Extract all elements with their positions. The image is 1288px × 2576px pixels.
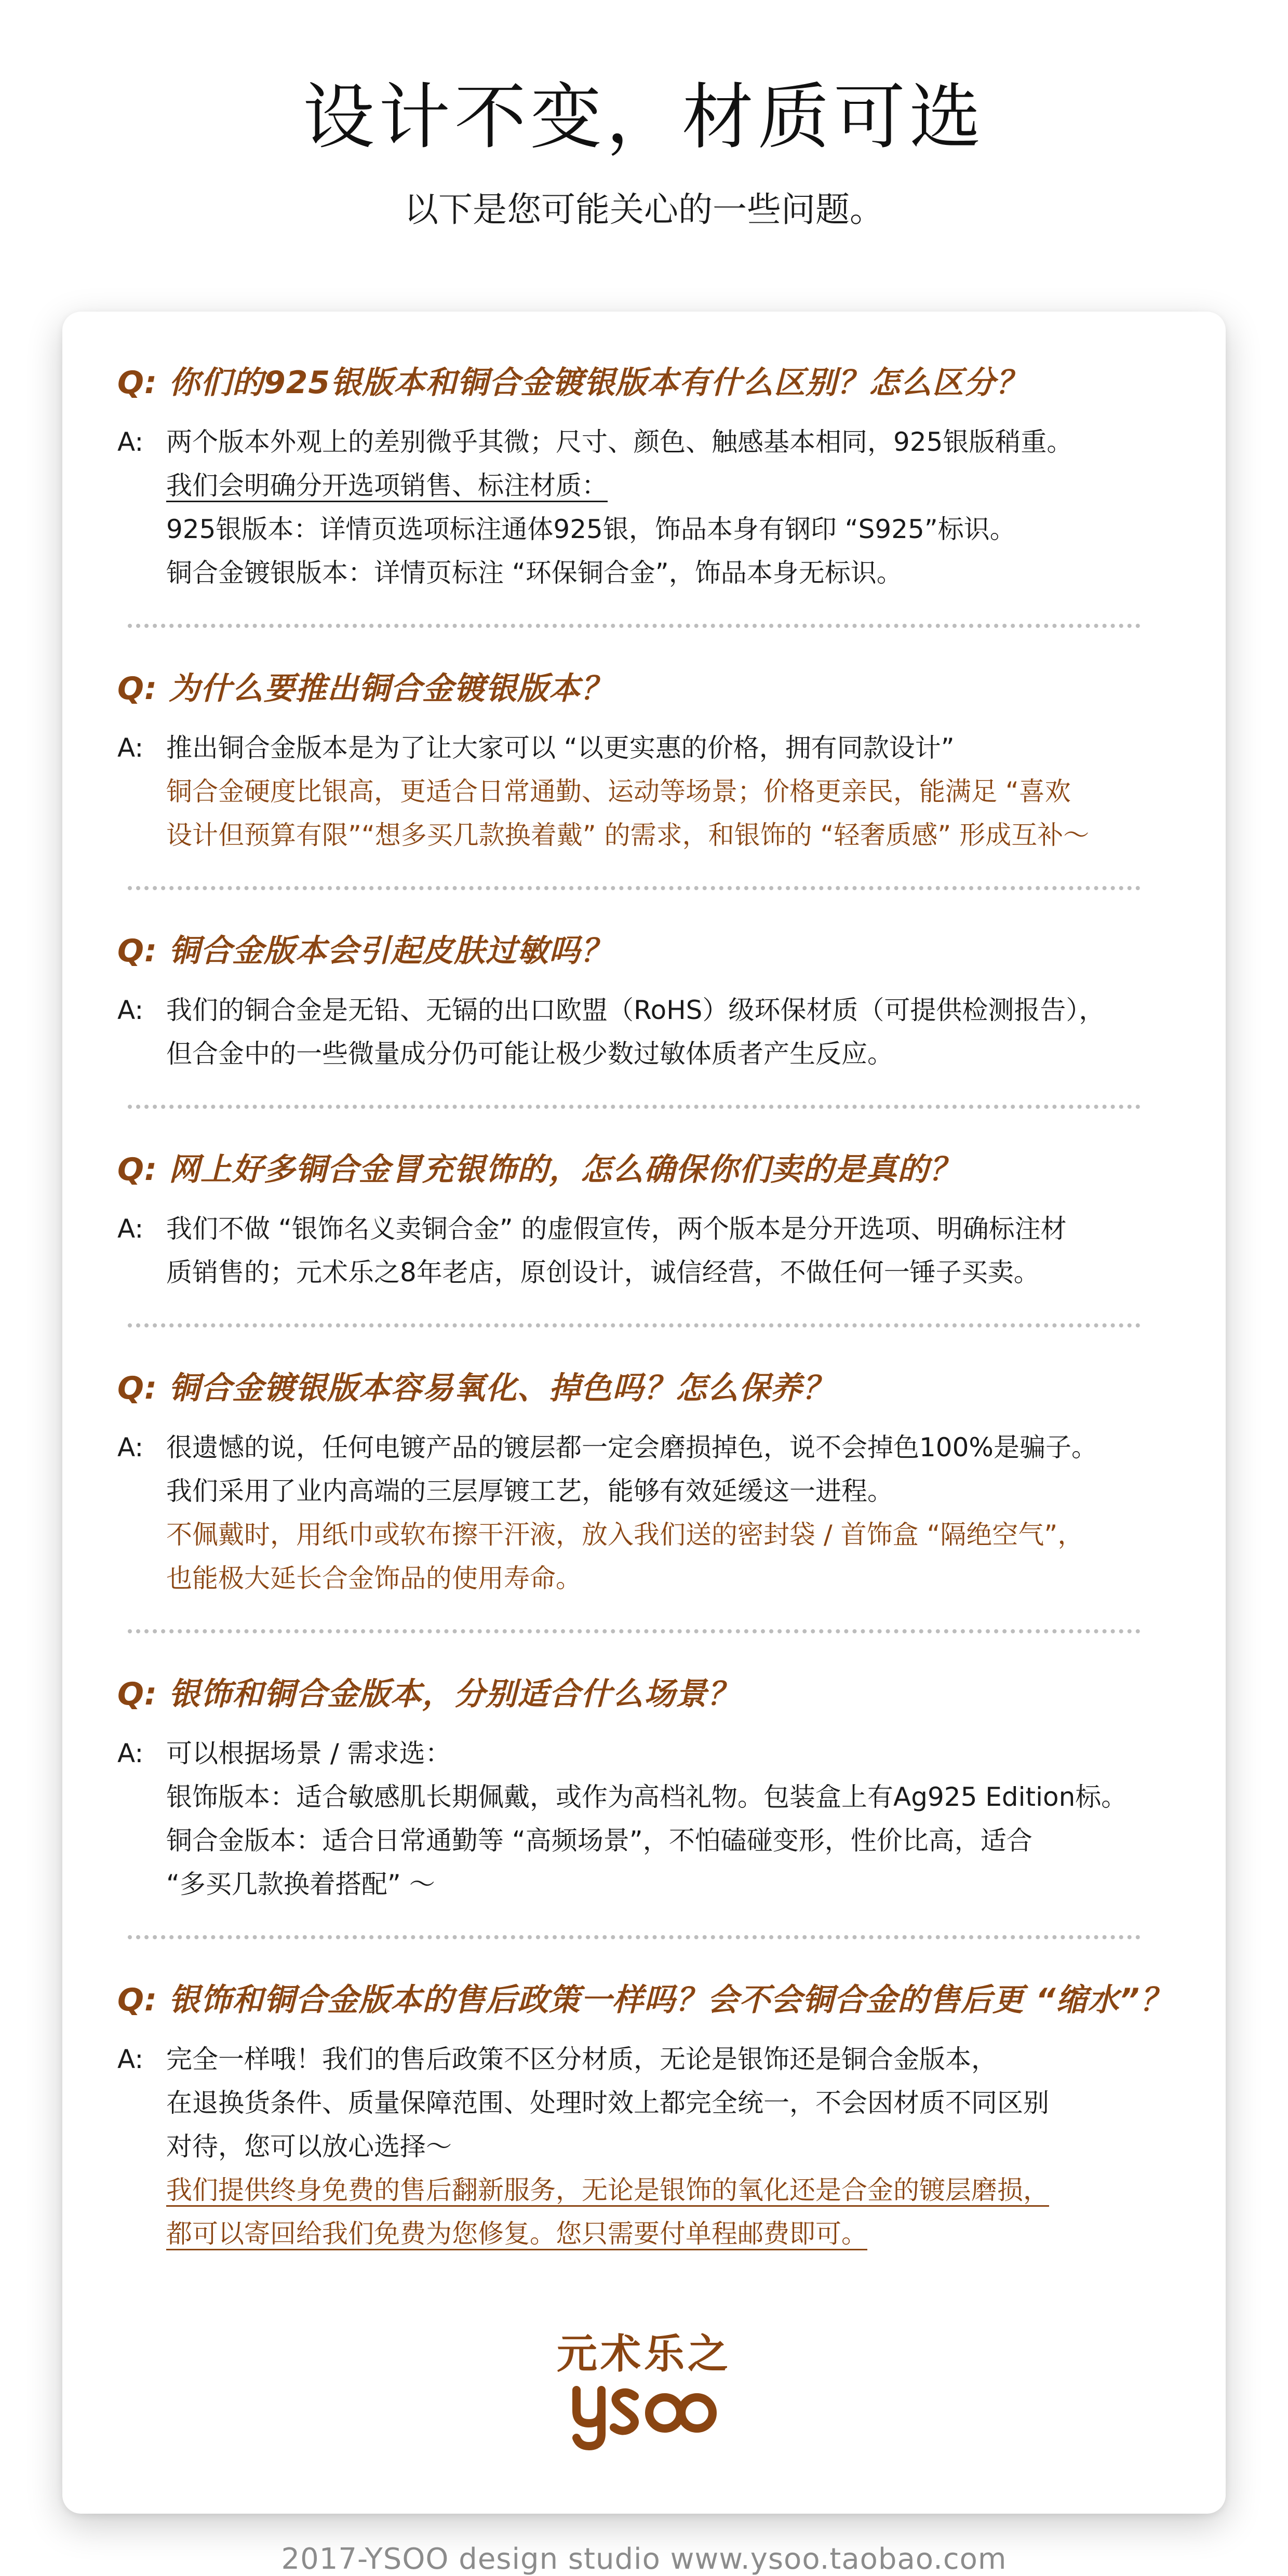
faq-item-why-alloy [117,664,1208,857]
answer-prefix: A: [117,995,144,1025]
brand-logo [62,2331,1226,2451]
answer-line-highlight: 也能极大延长合金饰品的使用寿命。 [166,1563,582,1593]
answer-line: 在退换货条件、质量保障范围、处理时效上都完全统一，不会因材质不同区别 [166,2088,1049,2118]
faq-question: Q: 网上好多铜合金冒充银饰的，怎么确保你们卖的是真的？ [117,1151,961,1188]
answer-prefix: A: [117,733,144,763]
faq-question: Q: 银饰和铜合金版本，分别适合什么场景？ [117,1676,739,1712]
answer-line-highlight: 设计但预算有限”“想多买几款换着戴” 的需求，和银饰的 “轻奢质感” 形成互补～ [166,820,1090,850]
answer-prefix: A: [117,1432,144,1463]
faq-question: Q: 你们的925银版本和铜合金镀银版本有什么区别？怎么区分？ [117,365,1028,401]
faq-answer [117,1426,1208,1600]
answer-line: 银饰版本：适合敏感肌长期佩戴，或作为高档礼物。包装盒上有Ag925 Edition标。 [166,1782,1128,1812]
faq-answer [117,1732,1208,1906]
answer-line: 可以根据场景 / 需求选： [166,1738,451,1768]
answer-line: 铜合金版本：适合日常通勤等 “高频场景”，不怕磕碰变形，性价比高，适合 [166,1826,1032,1856]
answer-prefix: A: [117,1738,144,1768]
answer-line: 很遗憾的说，任何电镀产品的镀层都一定会磨损掉色，说不会掉色100%是骗子。 [166,1432,1097,1463]
answer-line: 925银版本：详情页选项标注通体925银，饰品本身有钢印 “S925”标识。 [166,514,1016,544]
answer-prefix: A: [117,427,144,457]
faq-answer [117,988,1208,1076]
faq-question: Q: 银饰和铜合金版本的售后政策一样吗？会不会铜合金的售后更 “缩水”？ [117,1982,1172,2018]
answer-line: 完全一样哦！我们的售后政策不区分材质，无论是银饰还是铜合金版本， [166,2044,997,2074]
faq-answer [117,726,1208,857]
faq-item-authenticity [117,1145,1208,1294]
answer-line-highlight: 不佩戴时，用纸巾或软布擦干汗液，放入我们送的密封袋 / 首饰盒 “隔绝空气”， [166,1520,1084,1550]
answer-line: 我们的铜合金是无铅、无镉的出口欧盟（RoHS）级环保材质（可提供检测报告）， [166,995,1105,1025]
answer-line: 对待，您可以放心选择～ [166,2131,452,2162]
answer-body [166,2037,1208,2256]
faq-answer [117,420,1208,595]
answer-line [166,464,1208,507]
dotted-divider [128,1105,1141,1109]
faq-question: Q: 铜合金版本会引起皮肤过敏吗？ [117,933,612,969]
answer-prefix: A: [117,2044,144,2074]
faq-item-after-sales [117,1976,1208,2256]
answer-body [166,1732,1208,1906]
answer-line: 两个版本外观上的差别微乎其微；尺寸、颜色、触感基本相同，925银版稍重。 [166,427,1073,457]
ysoo-logo-icon [566,2379,722,2451]
answer-line: “多买几款换着搭配” ～ [166,1869,435,1899]
answer-line: 但合金中的一些微量成分仍可能让极少数过敏体质者产生反应。 [166,1039,893,1069]
dotted-divider [128,1629,1141,1633]
faq-question: Q: 铜合金镀银版本容易氧化、掉色吗？怎么保养？ [117,1370,834,1406]
page-subtitle: 以下是您可能关心的一些问题。 [404,189,884,230]
answer-line-highlight [166,2168,1208,2212]
faq-card [62,312,1226,2514]
logo-chinese-text: 元术乐之 [556,2331,731,2378]
faq-item-scenarios [117,1670,1208,1906]
dotted-divider [128,1935,1141,1939]
dotted-divider [128,624,1141,628]
answer-body [166,1426,1208,1600]
answer-line: 我们不做 “银饰名义卖铜合金” 的虚假宣传，两个版本是分开选项、明确标注材 [166,1214,1067,1244]
answer-line: 铜合金镀银版本：详情页标注 “环保铜合金”，饰品本身无标识。 [166,558,903,588]
faq-question: Q: 为什么要推出铜合金镀银版本？ [117,670,612,707]
answer-line: 推出铜合金版本是为了让大家可以 “以更实惠的价格，拥有同款设计” [166,733,955,763]
faq-item-difference [117,358,1208,595]
answer-body [166,1207,1208,1294]
faq-list [117,358,1208,2256]
faq-answer [117,1207,1208,1294]
footer-copyright: 2017-YSOO design studio www.ysoo.taobao.com [281,2542,1007,2576]
page-header [0,75,1288,231]
page-title: 设计不变，材质可选 [302,75,985,159]
dotted-divider [128,1323,1141,1327]
answer-line-highlight: 铜合金硬度比银高，更适合日常通勤、运动等场景；价格更亲民，能满足 “喜欢 [166,776,1071,807]
answer-body [166,726,1208,857]
answer-body [166,988,1208,1076]
answer-underlined-text: 我们会明确分开选项销售、标注材质： [166,471,608,501]
dotted-divider [128,886,1141,890]
answer-line: 质销售的；元术乐之8年老店，原创设计，诚信经营，不做任何一锤子买卖。 [166,1257,1040,1287]
faq-answer [117,2037,1208,2256]
answer-body [166,420,1208,595]
faq-item-allergy [117,927,1208,1076]
answer-prefix: A: [117,1214,144,1244]
answer-underlined-text: 都可以寄回给我们免费为您修复。您只需要付单程邮费即可。 [166,2219,867,2249]
faq-item-oxidation [117,1364,1208,1600]
answer-underlined-text: 我们提供终身免费的售后翻新服务，无论是银饰的氧化还是合金的镀层磨损， [166,2175,1049,2205]
answer-line: 我们采用了业内高端的三层厚镀工艺，能够有效延缓这一进程。 [166,1476,893,1506]
answer-line-highlight [166,2212,1208,2256]
